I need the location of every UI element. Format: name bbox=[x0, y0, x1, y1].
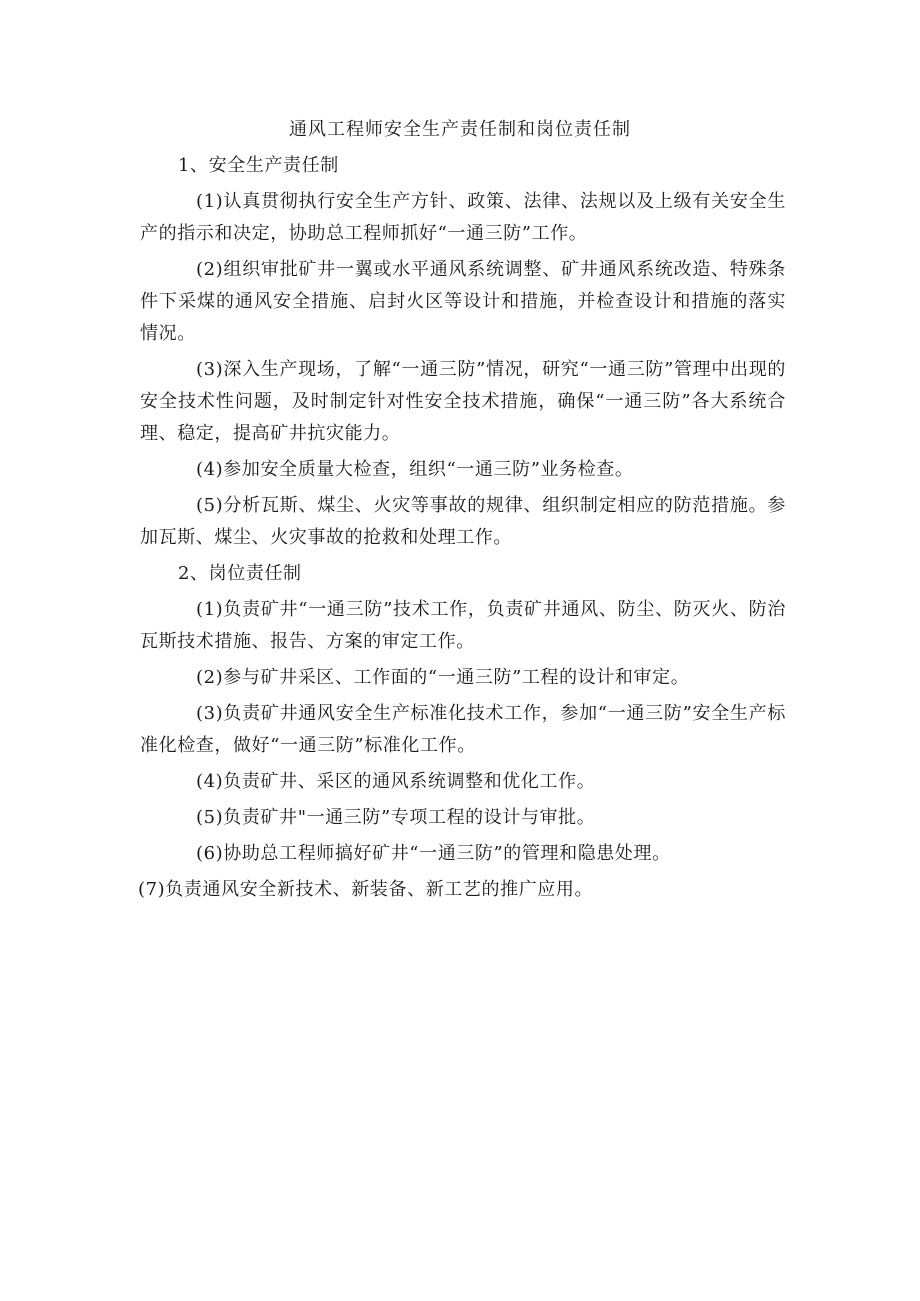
safety-item-4: (4)参加安全质量大检查，组织“一通三防”业务检查。 bbox=[196, 459, 634, 480]
post-item-2: (2)参与矿井采区、工作面的“一通三防”工程的设计和审定。 bbox=[196, 667, 690, 688]
document-title: 通风工程师安全生产责任制和岗位责任制 bbox=[289, 119, 631, 140]
post-item-1: (1)负责矿井“一通三防”技术工作，负责矿井通风、防尘、防灭火、防治瓦斯技术措施、报告、方案的审定工作。 bbox=[140, 599, 786, 652]
post-item-5: (5)负责矿井"一通三防”专项工程的设计与审批。 bbox=[196, 807, 596, 828]
post-item-4: (4)负责矿井、采区的通风系统调整和优化工作。 bbox=[196, 771, 596, 792]
post-item-3: (3)负责矿井通风安全生产标准化技术工作，参加“一通三防”安全生产标准化检查，做好“一通三防”标准化工作。 bbox=[140, 703, 786, 756]
safety-item-5: (5)分析瓦斯、煤尘、火灾等事故的规律、组织制定相应的防范措施。参加瓦斯、煤尘、火灾事故的抢救和处理工作。 bbox=[140, 495, 786, 548]
document-body bbox=[140, 150, 786, 910]
section-heading-safety: 1、安全生产责任制 bbox=[178, 155, 339, 176]
safety-item-3: (3)深入生产现场，了解“一通三防”情况，研究“一通三防”管理中出现的安全技术性问题，及时制定针对性安全技术措施，确保“一通三防”各大系统合理、稳定，提高矿井抗灾能力。 bbox=[140, 359, 786, 444]
safety-item-1: (1)认真贯彻执行安全生产方针、政策、法律、法规以及上级有关安全生产的指示和决定，协助总工程师抓好“一通三防”工作。 bbox=[140, 191, 786, 244]
post-item-6: (6)协助总工程师搞好矿井“一通三防”的管理和隐患处理。 bbox=[196, 843, 671, 864]
post-item-7: (7)负责通风安全新技术、新装备、新工艺的推广应用。 bbox=[138, 879, 594, 900]
safety-item-2: (2)组织审批矿井一翼或水平通风系统调整、矿井通风系统改造、特殊条件下采煤的通风安全措施、启封火区等设计和措施，并检查设计和措施的落实情况。 bbox=[140, 259, 786, 344]
section-heading-post: 2、岗位责任制 bbox=[178, 563, 302, 584]
